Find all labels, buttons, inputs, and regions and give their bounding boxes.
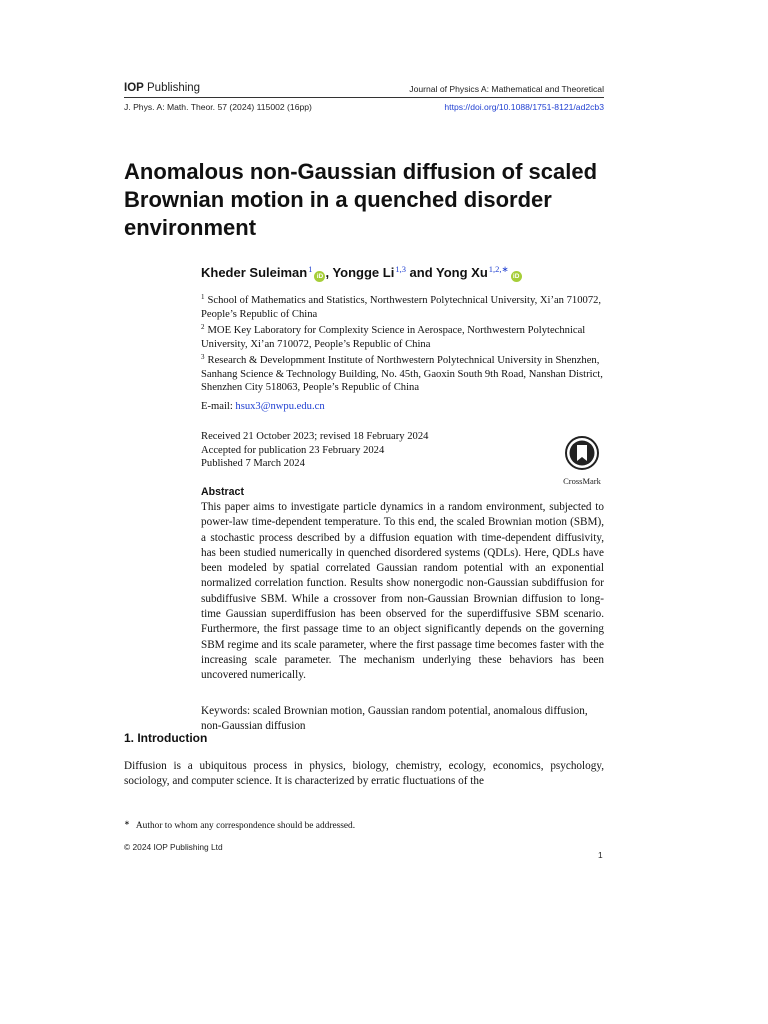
crossmark-badge[interactable] bbox=[558, 436, 606, 486]
author-name: , Yongge Li bbox=[325, 265, 395, 280]
section-heading: 1. Introduction bbox=[124, 731, 208, 745]
page-number: 1 bbox=[598, 850, 603, 860]
abstract-text: This paper aims to investigate particle dynamics in a random environment, subjected to power-law time-dependent temperature. To this end, the scaled Brownian motion (SBM), a stochastic process described by a diffusion equation with time-dependent diffusivity, has been studied numerically in quenched disordered systems (QDLs). Here, QDLs have been modeled by spatial correlated Gaussian random potential with an exponential normalized correlation function. Results show nonergodic non-Gaussian subdiffusion for subdiffusive SBM. While a crossover from non-Gaussian Brownian diffusion to long-time Gaussian superdiffusion has been observed for the superdiffusive SBM scenario. Furthermore, the first passage time to an object significantly depends on the governing SBM regime and its scale parameter, where the first passage time becomes faster with the increasing scale parameter. The mechanism underlying these behaviors has been uncovered numerically. bbox=[201, 501, 604, 682]
author-name: and Yong Xu bbox=[405, 265, 488, 280]
copyright: © 2024 IOP Publishing Ltd bbox=[124, 842, 223, 852]
abstract-heading: Abstract bbox=[201, 486, 244, 498]
publisher-logo: IOP Publishing bbox=[124, 82, 201, 94]
publication-dates bbox=[201, 430, 605, 471]
header-divider bbox=[124, 97, 604, 98]
orcid-icon[interactable]: iD bbox=[314, 271, 325, 282]
affiliation-item: $^2$ MOE Key Laboratory for Complexity Science in Aerospace, Northwestern Polytechnical University, Xi’an 710072, People’s Republic of China bbox=[201, 323, 586, 350]
received-date: Received 21 October 2023; revised 18 February 2024 bbox=[201, 431, 429, 442]
orcid-icon[interactable]: iD bbox=[511, 271, 522, 282]
author-list bbox=[201, 264, 522, 282]
affiliation-item: $^1$ School of Mathematics and Statistics, Northwestern Polytechnical University, Xi’an 710072, People’s Republic of China bbox=[201, 293, 602, 320]
citation-line: J. Phys. A: Math. Theor. 57 (2024) 115002 (16pp) bbox=[124, 102, 312, 112]
affiliation-item: $^3$ Research & Developmment Institute of Northwestern Polytechnical University in Shenzhen, Sanhang Science & Technology Building, No. 45th, Gaoxin South 9th Road, Nanshan District, Shenzhen City 518063, People’s Republic of China bbox=[201, 353, 603, 393]
footnote: ∗ Author to whom any correspondence should be addressed. bbox=[124, 819, 356, 831]
author-affiliation-mark[interactable]: 1,3 bbox=[395, 264, 406, 274]
affiliation-list bbox=[201, 291, 605, 395]
keywords: Keywords: scaled Brownian motion, Gaussian random potential, anomalous diffusion, non-Gaussian diffusion bbox=[201, 705, 588, 733]
paper-title: Anomalous non-Gaussian diffusion of scaled Brownian motion in a quenched disorder environment bbox=[124, 159, 598, 240]
doi-link[interactable]: https://doi.org/10.1088/1751-8121/ad2cb3 bbox=[444, 102, 604, 112]
introduction-text: Diffusion is a ubiquitous process in physics, biology, chemistry, ecology, economics, psychology, sociology, and computer science. It is characterized by erratic fluctuations of the bbox=[124, 760, 604, 788]
journal-name: Journal of Physics A: Mathematical and Theoretical bbox=[409, 84, 604, 94]
published-date: Published 7 March 2024 bbox=[201, 458, 305, 469]
email-line: E-mail: hsux3@nwpu.edu.cn bbox=[201, 401, 325, 412]
author-affiliation-mark[interactable]: 1 bbox=[308, 264, 313, 274]
accepted-date: Accepted for publication 23 February 2024 bbox=[201, 444, 385, 456]
author-name: Kheder Suleiman bbox=[201, 265, 308, 280]
crossmark-label: CrossMark bbox=[563, 476, 601, 486]
author-affiliation-mark[interactable]: 1,2,∗ bbox=[488, 264, 509, 274]
email-link[interactable]: hsux3@nwpu.edu.cn bbox=[235, 401, 325, 412]
crossmark-icon bbox=[565, 436, 599, 470]
